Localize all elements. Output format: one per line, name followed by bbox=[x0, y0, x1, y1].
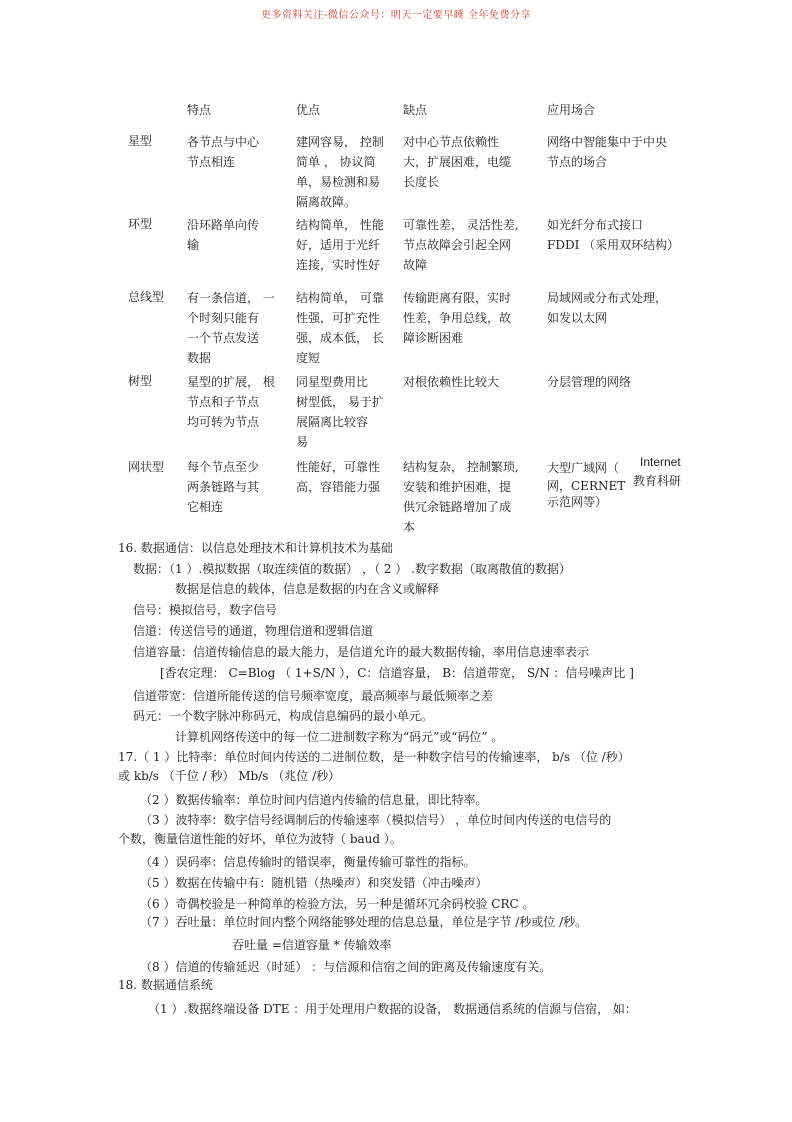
text-line: 数据是信息的载体，信息是数据的内在含义或解释 bbox=[175, 582, 440, 596]
cell-line: 结构复杂， 控制繁琐, bbox=[403, 460, 519, 474]
table-cell-feature bbox=[187, 132, 287, 172]
table-cell-pros bbox=[296, 132, 396, 212]
table-header-feature: 特点 bbox=[187, 103, 212, 117]
text-line: 信道容量：信道传输信息的最大能力，是信道允许的最大数据传输，率用信息速率表示 bbox=[133, 645, 590, 659]
text-line: 数据：（1 ）.模拟数据（取连续值的数据） ，（ 2 ） .数字数据（取离散值的数据） bbox=[133, 562, 571, 576]
table-cell-feature bbox=[187, 372, 287, 432]
cell-line: 性强，可扩充性 bbox=[296, 311, 381, 325]
cell-line: 大，扩展困难，电缆 bbox=[403, 155, 512, 169]
table-cell-feature bbox=[187, 457, 287, 517]
table-cell-use bbox=[547, 372, 697, 392]
cell-line: 简单 ， 协议简 bbox=[296, 155, 376, 169]
cell-line: 性差，争用总线，故 bbox=[403, 311, 512, 325]
cell-line: 分层管理的网络 bbox=[547, 375, 632, 389]
text-line: 信号：模拟信号，数字信号 bbox=[133, 603, 278, 617]
cell-line: 网，CERNET bbox=[547, 479, 626, 493]
cell-line: 长度长 bbox=[403, 175, 440, 189]
table-header-pros: 优点 bbox=[296, 103, 321, 117]
table-cell-feature bbox=[187, 288, 287, 368]
cell-line: 如发以太网 bbox=[547, 311, 608, 325]
table-cell-cons bbox=[403, 288, 543, 348]
text-line: （3 ）波特率：数字信号经调制后的传输速率（模拟信号） ，单位时间内传送的电信号的 bbox=[140, 813, 612, 827]
cell-line: 各节点与中心 bbox=[187, 135, 260, 149]
cell-line: 大型广域网（ bbox=[547, 461, 620, 475]
cell-line: 单，易检测和易 bbox=[296, 175, 381, 189]
cell-line: 个时刻只能有 bbox=[187, 311, 260, 325]
cell-line: 示范网等） bbox=[547, 495, 608, 509]
text-line: （1 ）.数据终端设备 DTE ：用于处理用户数据的设备， 数据通信系统的信源与信宿， 如： bbox=[148, 1002, 637, 1016]
table-header-use: 应用场合 bbox=[547, 103, 596, 117]
table-cell-cons bbox=[403, 215, 543, 275]
cell-line: 安装和维护困难，提 bbox=[403, 480, 512, 494]
cell-line: 星型的扩展， 根 bbox=[187, 375, 275, 389]
row-label-ring: 环型 bbox=[128, 217, 153, 231]
cell-line: 结构简单， 性能 bbox=[296, 218, 384, 232]
table-cell-feature bbox=[187, 215, 287, 255]
text-line: （5 ）数据在传输中有：随机错（热噪声）和突发错（冲击噪声） bbox=[140, 876, 488, 890]
cell-line: 传输距离有限，实时 bbox=[403, 291, 512, 305]
row-label-star: 星型 bbox=[128, 134, 153, 148]
cell-line: 节点的场合 bbox=[547, 155, 608, 169]
text-line: （2 ）数据传输率：单位时间内信道内传输的信息量，即比特率。 bbox=[140, 793, 488, 807]
cell-line: 均可转为节点 bbox=[187, 415, 260, 429]
table-cell-pros bbox=[296, 288, 396, 368]
text-line: （6 ）奇偶校验是一种简单的检验方法，另一种是循环冗余码校验 CRC 。 bbox=[140, 897, 535, 911]
cell-line: 高，容错能力强 bbox=[296, 480, 381, 494]
text-line: （8 ）信道的传输延迟（时延） ：与信源和信宿之间的距离及传输速度有关。 bbox=[140, 960, 552, 974]
cell-line: FDDI （采用双环结构） bbox=[547, 238, 680, 252]
row-label-tree: 树型 bbox=[128, 374, 153, 388]
text-line: （7 ）吞吐量：单位时间内整个网络能够处理的信息总量，单位是字节 /秒或位 /秒。 bbox=[140, 915, 588, 929]
cell-line: 度短 bbox=[296, 351, 321, 365]
text-line: 信道带宽：信道所能传送的信号频率宽度，最高频率与最低频率之差 bbox=[133, 689, 494, 703]
cell-line: 有一条信道， 一 bbox=[187, 291, 275, 305]
cell-line: 数据 bbox=[187, 351, 212, 365]
cell-line: 一个节点发送 bbox=[187, 331, 260, 345]
cell-line: 结构简单， 可靠 bbox=[296, 291, 384, 305]
section-18-title: 18. 数据通信系统 bbox=[118, 978, 213, 992]
cell-line: 展隔离比较容 bbox=[296, 415, 369, 429]
cell-line: Internet bbox=[640, 455, 681, 469]
cell-line: 好，适用于光纤 bbox=[296, 238, 381, 252]
cell-line: 网络中智能集中于中央 bbox=[547, 135, 668, 149]
cell-line: 局域网或分布式处理， bbox=[547, 291, 668, 305]
table-header-cons: 缺点 bbox=[403, 103, 428, 117]
cell-line: 输 bbox=[187, 238, 200, 252]
cell-line: 本 bbox=[403, 520, 416, 534]
section-17-title: 17.（ 1 ）比特率：单位时间内传送的二进制位数，是一种数字信号的传输速率， b/s （位 /秒） bbox=[118, 750, 630, 764]
cell-line: 沿环路单向传 bbox=[187, 218, 260, 232]
table-cell-use bbox=[547, 215, 697, 255]
cell-line: 如光纤分布式接口 bbox=[547, 218, 644, 232]
shannon-formula: [香农定理： C=Blog （ 1+S/N ），C：信道容量， B：信道带宽， S/N ：信号噪声比 ] bbox=[160, 666, 634, 680]
cell-line: 隔离故障。 bbox=[296, 195, 357, 209]
cell-line: 节点相连 bbox=[187, 155, 236, 169]
row-label-bus: 总线型 bbox=[128, 290, 165, 304]
table-cell-use bbox=[547, 288, 697, 328]
cell-line: 对中心节点依赖性 bbox=[403, 135, 500, 149]
cell-line: 性能好，可靠性 bbox=[296, 460, 381, 474]
text-line: 码元：一个数字脉冲称码元，构成信息编码的最小单元。 bbox=[133, 709, 434, 723]
text-line: 或 kb/s （千位 / 秒） Mb/s （兆位 /秒） bbox=[118, 769, 341, 783]
text-line: 个数，衡量信道性能的好坏，单位为波特（ baud ）。 bbox=[118, 832, 402, 846]
table-cell-pros bbox=[296, 372, 396, 452]
table-cell-use bbox=[547, 132, 697, 172]
cell-line: 节点故障会引起全网 bbox=[403, 238, 512, 252]
throughput-formula: 吞吐量 =信道容量 * 传输效率 bbox=[232, 938, 392, 952]
cell-line: 可靠性差， 灵活性差, bbox=[403, 218, 519, 232]
cell-line: 教育科研 bbox=[633, 474, 682, 488]
row-label-mesh: 网状型 bbox=[128, 460, 165, 474]
cell-line: 两条链路与其 bbox=[187, 480, 260, 494]
table-cell-cons bbox=[403, 457, 543, 537]
cell-line: 供冗余链路增加了成 bbox=[403, 500, 512, 514]
table-cell-cons bbox=[403, 372, 543, 392]
cell-line: 树型低， 易于扩 bbox=[296, 395, 384, 409]
table-cell-pros bbox=[296, 215, 396, 275]
cell-line: 它相连 bbox=[187, 500, 224, 514]
header-banner: 更多资料关注-微信公众号：明天一定要早睡 全年免费分享 bbox=[260, 10, 532, 21]
text-line: （4 ）误码率：信息传输时的错误率，衡量传输可靠性的指标。 bbox=[140, 855, 476, 869]
text-line: 计算机网络传送中的每一位二进制数字称为“码元”或“码位” 。 bbox=[175, 730, 504, 744]
cell-line: 每个节点至少 bbox=[187, 460, 260, 474]
cell-line: 强，成本低， 长 bbox=[296, 331, 384, 345]
table-cell-pros bbox=[296, 457, 396, 497]
cell-line: 易 bbox=[296, 435, 309, 449]
cell-line: 同星型费用比 bbox=[296, 375, 369, 389]
cell-line: 障诊断困难 bbox=[403, 331, 464, 345]
cell-line: 故障 bbox=[403, 258, 428, 272]
text-line: 信道：传送信号的通道，物理信道和逻辑信道 bbox=[133, 624, 374, 638]
section-16-title: 16. 数据通信：以信息处理技术和计算机技术为基础 bbox=[118, 541, 393, 555]
table-cell-cons bbox=[403, 132, 543, 192]
cell-line: 节点和子节点 bbox=[187, 395, 260, 409]
cell-line: 建网容易， 控制 bbox=[296, 135, 384, 149]
cell-line: 对根依赖性比较大 bbox=[403, 375, 500, 389]
cell-line: 连接，实时性好 bbox=[296, 258, 381, 272]
